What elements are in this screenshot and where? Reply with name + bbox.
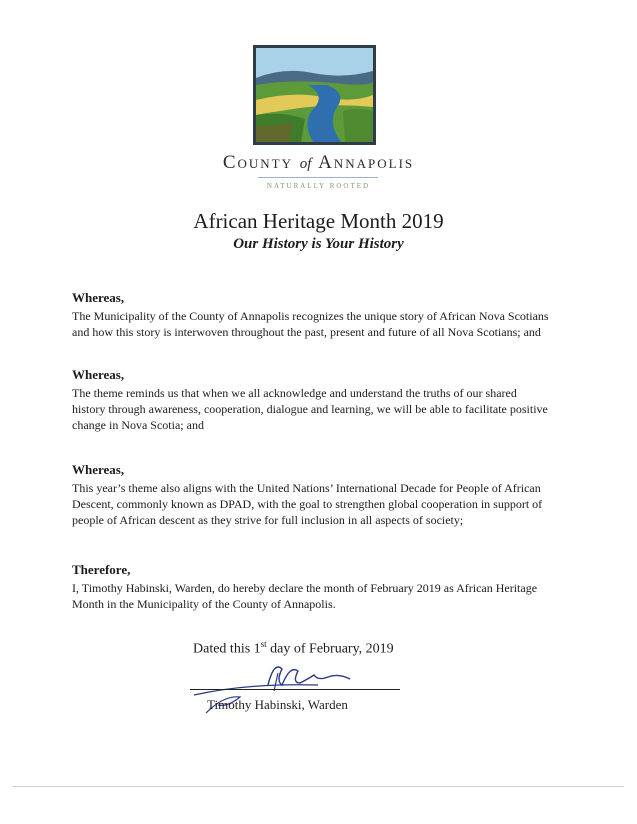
annapolis-word: Annapolis — [318, 152, 415, 173]
dated-suffix: day of February, 2019 — [266, 641, 394, 657]
section-line: I, Timothy Habinski, Warden, do hereby declare the month of February 2019 as African Heritage — [72, 581, 538, 595]
whereas-section-3 — [72, 462, 572, 528]
county-word: County — [222, 152, 293, 173]
section-line: Descent, commonly known as DPAD, with the goal to strengthen global cooperation in support of — [72, 497, 543, 511]
section-line: This year’s theme also aligns with the United Nations’ International Decade for People of African — [72, 481, 541, 495]
county-name-wordmark — [0, 152, 637, 174]
signer-name: Timothy Habinski, Warden — [207, 697, 348, 712]
section-line: Month in the Municipality of the County of Annapolis. — [72, 597, 336, 611]
section-heading: Whereas, — [72, 367, 125, 382]
of-word: of — [299, 156, 312, 172]
whereas-section-2 — [72, 367, 572, 433]
section-line: and how this story is interwoven throughout the past, present and future of all Nova Scotians; and — [72, 325, 541, 339]
section-line: The theme reminds us that when we all acknowledge and understand the truths of our shared — [72, 386, 517, 400]
county-logo — [253, 45, 376, 145]
section-line: The Municipality of the County of Annapolis recognizes the unique story of African Nova Scotians — [72, 309, 549, 323]
therefore-section — [72, 562, 572, 612]
page-subtitle: Our History is Your History — [233, 236, 404, 252]
logo-tagline: NATURALLY ROOTED — [266, 182, 371, 190]
section-heading: Whereas, — [72, 290, 125, 305]
logo-divider — [258, 177, 378, 178]
section-line: history through awareness, cooperation, dialogue and learning, we will be able to facilitate positive — [72, 402, 548, 416]
dated-prefix: Dated this 1 — [193, 641, 261, 657]
section-heading: Whereas, — [72, 462, 125, 477]
signature-line — [190, 689, 400, 690]
page-title: African Heritage Month 2019 — [193, 209, 444, 233]
whereas-section-1 — [72, 290, 572, 340]
footer-divider — [12, 786, 624, 787]
section-heading: Therefore, — [72, 562, 131, 577]
section-line: people of African descent as they strive for full inclusion in all aspects of society; — [72, 513, 464, 527]
dated-ordinal: st — [260, 639, 267, 649]
section-line: change in Nova Scotia; and — [72, 418, 204, 432]
river-landscape-logo-image — [253, 45, 376, 145]
